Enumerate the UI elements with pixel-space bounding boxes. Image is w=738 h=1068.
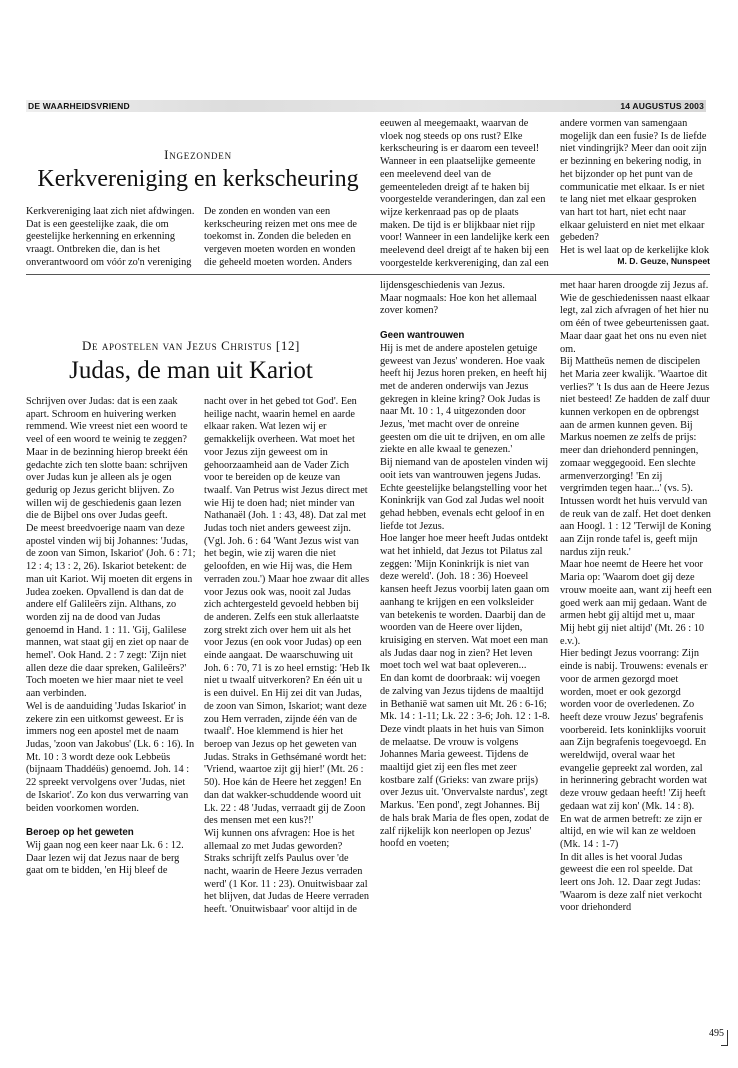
article2-column-3: [380, 280, 550, 1012]
paragraph: met haar haren droogde zij Jezus af. Wie de geschiedenissen naast elkaar legt, zal zich afvragen of het hier nu om één of twee gebeurtenissen gaat. Maar daar gaat het ons nu even niet om.: [560, 280, 710, 355]
paragraph: lijdensgeschiedenis van Jezus.: [380, 280, 505, 291]
article2-column-2: [204, 396, 370, 1012]
paragraph: Bij niemand van de apostelen vinden wij ooit iets van wantrouwen jegens Judas.: [380, 457, 549, 481]
spacer: [380, 318, 550, 330]
article2-kicker: De apostelen van Jezus Christus [12]: [82, 338, 300, 353]
crop-mark: [721, 1030, 728, 1046]
page-number: 495: [709, 1028, 724, 1039]
paragraph: De zonden en wonden van een kerkscheuring reizen met ons mee de toekomst in. Zonden die beleden en vergeven moeten worden en wonden die geheeld moeten worden. Anders: [204, 206, 357, 268]
section-heading: Geen wantrouwen: [380, 330, 465, 342]
article1-title: Kerkvereniging en kerkscheuring: [37, 166, 359, 192]
spacer: [26, 815, 196, 827]
paragraph: Wij kunnen ons afvragen: Hoe is het allemaal zo met Judas geworden? Straks schrijft zelfs Paulus over 'de nacht, waarin de Heere Jezus verraden werd' (1 Kor. 11 : 23). Onuitwisbaar zal het blijven, dat Judas de Heere verraden heeft. 'Onuitwisbaar' voor altijd in de: [204, 827, 369, 916]
paragraph: Maar hoe neemt de Heere het voor Maria op: 'Waarom doet gij deze vrouw moeite aan, want zij heeft een goed werk aan mij gedaan. Want de armen hebt gij altijd met u, maar Mij hebt gij niet altijd' (Mt. 26 : 10 e.v.).: [560, 559, 712, 647]
article2-title: Judas, de man uit Kariot: [69, 357, 313, 384]
article2-column-4: [560, 280, 712, 1024]
issue-date: 14 AUGUSTUS 2003: [620, 101, 704, 111]
paragraph: nacht over in het gebed tot God'. Een heilige nacht, waarin hemel en aarde elkaar raken. Wat lezen wij er gemakkelijk overheen. Wat moet het voor Jezus zijn geweest om in gehoorzaamheid aan de Vader Zich voor te bereiden op de keuze van twaalf. Van Petrus wist Jezus direct met wie Hij te doen had; niet minder van Nathanaël (Joh. 1 : 43, 48). Dat zal met Judas toch niet anders geweest zijn. (Vgl. Joh. 6 : 64 'Want Jezus wist van het begin, wie zij waren die niet geloofden, en wie Hij was, die Hem verraden zou.') Maar hoe zwaar dit alles voor Jezus ook was, nooit zal Judas zich achtergesteld gevoeld hebben bij de anderen. Zelfs een stuk allerlaatste zorg strekt zich over hem uit als het voor Jezus (en ook voor Judas) op een einde aangaat. De waarschuwing uit Joh. 6 : 70, 71 is zo heel ernstig: 'Heb Ik niet u twaalf uitverkoren? En één uit u is een duivel. En Hij zei dit van Judas, de zoon van Simon, Iskariot; want deze zou Hem verraden, zijnde één van de twaalf'. Hoe klemmend is hier het beroep van Jezus op het geweten van Judas. Straks in Gethsémané wordt het: 'Vriend, waartoe zijt gij hier!' (Mt. 26 : 50). Hoe kán de Heere het zeggen! En dan dat wakker-schuddende woord uit Lk. 22 : 48 'Judas, verraadt gij de Zoon des mensen met een kus?!': [204, 396, 370, 827]
paragraph: Hij is met de andere apostelen getuige geweest van Jezus' wonderen. Hoe vaak heeft hij Jezus horen preken, en heeft hij met de anderen onderwijs van Jezus gekregen in kleine kring? Ook Judas is naar Mt. 10 : 1, 4 uitgezonden door Jezus, 'met macht over de onreine geesten om die uit te drijven, en om alle ziekte en alle kwaal te genezen.': [380, 342, 547, 456]
paragraph: Hier bedingt Jezus voorrang: Zijn einde is nabij. Trouwens: evenals er voor de armen gezorgd moet worden, moet er ook gezorgd worden voor de overledenen. Zo heeft deze vrouw Jezus' begrafenis voorbereid. Iets koninklijks vooruit aan Zijn begrafenis toegevoegd. En wereldwijd, overal waar het evangelie gepreekt zal worden, zal in herinnering gebracht worden wat deze vrouw gedaan heeft! 'Zij heeft gedaan wat zij kon' (Mk. 14 : 8).: [560, 648, 708, 812]
article2-column-1: [26, 396, 196, 1012]
article1-column-3: [380, 118, 550, 268]
paragraph: Wel is de aanduiding 'Judas Iskariot' in zekere zin een uitkomst geweest. Er is immers nog een apostel met de naam Judas, 'zoon van Jakobus' (Lk. 6 : 16). In Mt. 10 : 3 wordt deze ook Lebbeüs (bijnaam Thaddéüs) genoemd. Joh. 14 : 22 spreekt vervolgens over 'Judas, niet de Iskariot'. Zo kon dus verwarring van beiden voorkomen worden.: [26, 700, 195, 814]
paragraph: Hoe langer hoe meer heeft Judas ontdekt wat het inhield, dat Jezus tot Pilatus zal zeggen: 'Mijn Koninkrijk is niet van deze wereld'. (Joh. 18 : 36) Hoeveel kansen heeft Jezus voorbij laten gaan om aanhang te krijgen en een volksleider van betekenis te worden. Daarbij dan de woorden van de Heere over lijden, kruisiging en sterven. Wat moet een man als Judas daar nog in zien? Het leven moet toch wel wat baat opleveren...: [380, 533, 550, 672]
article1-kicker: Ingezonden: [164, 147, 232, 162]
section-heading: Beroep op het geweten: [26, 827, 134, 839]
article1-column-1: [26, 206, 196, 268]
publication-name: DE WAARHEIDSVRIEND: [28, 101, 130, 111]
paragraph: eeuwen al meegemaakt, waarvan de vloek nog steeds op ons rust? Elke kerkscheuring is er daarom een teveel! Wanneer in een plaatselijke gemeente een meelevend deel van de gemeenteleden dreigt af te haken bij voorgestelde veranderingen, dan zal een wijze kerkenraad pas op de plaats maken. De tijd is er blijkbaar niet rijp voor! Wanneer in een landelijke kerk een meelevend deel dreigt af te haken bij een voorgestelde kerkvereniging, dan zal een: [380, 118, 550, 268]
paragraph: Schrijven over Judas: dat is een zaak apart. Schroom en huivering werken remmend. Wie vreest niet een woord te veel of een woord te weinig te zeggen?: [26, 396, 188, 446]
paragraph: Kerkvereniging laat zich niet afdwingen. Dat is een geestelijke zaak, die om geestelijke herkenning en erkenning vraagt. Ontbreken die, dan is het onverantwoord om vóór zo'n vereniging: [26, 206, 195, 268]
paragraph: En dan komt de doorbraak: wij voegen de zalving van Jezus tijdens de maaltijd in Bethanië wat samen uit Mt. 26 : 6-16; Mk. 14 : 1-11; Lk. 22 : 3-6; Joh. 12 : 1-8. Deze vindt plaats in het huis van Simon de melaatse. De vrouw is volgens Johannes Maria geweest. Tijdens de maaltijd giet zij een fles met zeer kostbare zalf (Grieks: van zware prijs) over Jezus uit. 'Onvervalste nardus', zegt Markus. 'Een pond', zegt Johannes. Bij de hals brak Maria de fles open, zodat de zalf rijkelijk kon neerlopen op Jezus' hoofd en voeten;: [380, 673, 550, 850]
paragraph: Het is wel laat op de kerkelijke klok: [560, 245, 709, 256]
paragraph: Bij Mattheüs nemen de discipelen het Maria zeer kwalijk. 'Waartoe dit verlies?' 't Is dus aan de Heere Jezus niet besteed! Ze hadden de zalf duur kunnen verkopen en de opbrengst aan de armen kunnen geven. Bij Markus noemen ze zelfs de prijs: meer dan driehonderd penningen, zomaar weggegooid. Een slechte armenverzorging! 'En zij vergrimden tegen haar...' (vs. 5).: [560, 356, 710, 495]
article1-column-2: [204, 206, 370, 268]
paragraph: Maar nogmaals: Hoe kon het allemaal zover komen?: [380, 292, 537, 317]
paragraph: De meest breedvoerige naam van deze apostel vinden wij bij Johannes: 'Judas, de zoon van Simon, Iskariot' (Joh. 6 : 71; 12 : 4; 13 : 2, 26). Iskariot betekent: de man uit Kariot. Wij moeten dit ergens in Judea zoeken. Opvallend is dan dat de andere elf Galileërs zijn. Althans, zo worden zij na de dood van Judas genoemd in Hand. 1 : 11. 'Gij, Galilese mannen, wat staat gij en ziet op naar de hemel'. Ook Hand. 2 : 7 zegt: 'Zijn niet allen deze die daar spreken, Galileërs?' Toch moeten we hier maar niet te veel aan verbinden.: [26, 523, 196, 700]
paragraph: En wat de armen betreft: ze zijn er altijd, en wie wil kan ze weldoen (Mk. 14 : 1-7): [560, 813, 703, 850]
paragraph: andere vormen van samengaan mogelijk dan een fusie? Is de liefde niet vindingrijk? Meer dan ooit zijn er bezinning en bekering nodig, in het bijzonder op het punt van de communicatie met elkaar. Is er niet te lang niet met elkaar gesproken van hart tot hart, niet echt naar elkaar geluisterd en niet met elkaar gebeden?: [560, 118, 707, 244]
paragraph: Wij gaan nog een keer naar Lk. 6 : 12. Daar lezen wij dat Jezus naar de berg gaat om te bidden, 'en Hij bleef de: [26, 839, 184, 877]
author-signature: M. D. Geuze, Nunspeet: [617, 256, 710, 266]
article-divider: [26, 274, 710, 275]
paragraph: Maar in de bezinning hierop breekt één gedachte zich ten slotte baan: schrijven over Judas kun je alleen als je ogen gedurig op Jezus gericht blijven. Zo willen wij de geschiedenis gaan lezen die de Bijbel ons over Judas geeft.: [26, 446, 188, 522]
article1-column-4: [560, 118, 710, 256]
paragraph: In dit alles is het vooral Judas geweest die een rol speelde. Dat leert ons Joh. 12. Daar zegt Judas: 'Waarom is deze zalf niet verkocht voor driehonderd: [560, 851, 702, 914]
paragraph: Echte geestelijke belangstelling voor het Koninkrijk van God zal Judas wel nooit gehad hebben, evenals echt geloof in en liefde tot Jezus.: [380, 482, 547, 532]
running-header: [26, 100, 706, 112]
paragraph: Intussen wordt het huis vervuld van de reuk van de zalf. Het doet denken aan Hoogl. 1 : 12 'Terwijl de Koning aan Zijn ronde tafel is, geeft mijn nardus zijn reuk.': [560, 495, 711, 558]
